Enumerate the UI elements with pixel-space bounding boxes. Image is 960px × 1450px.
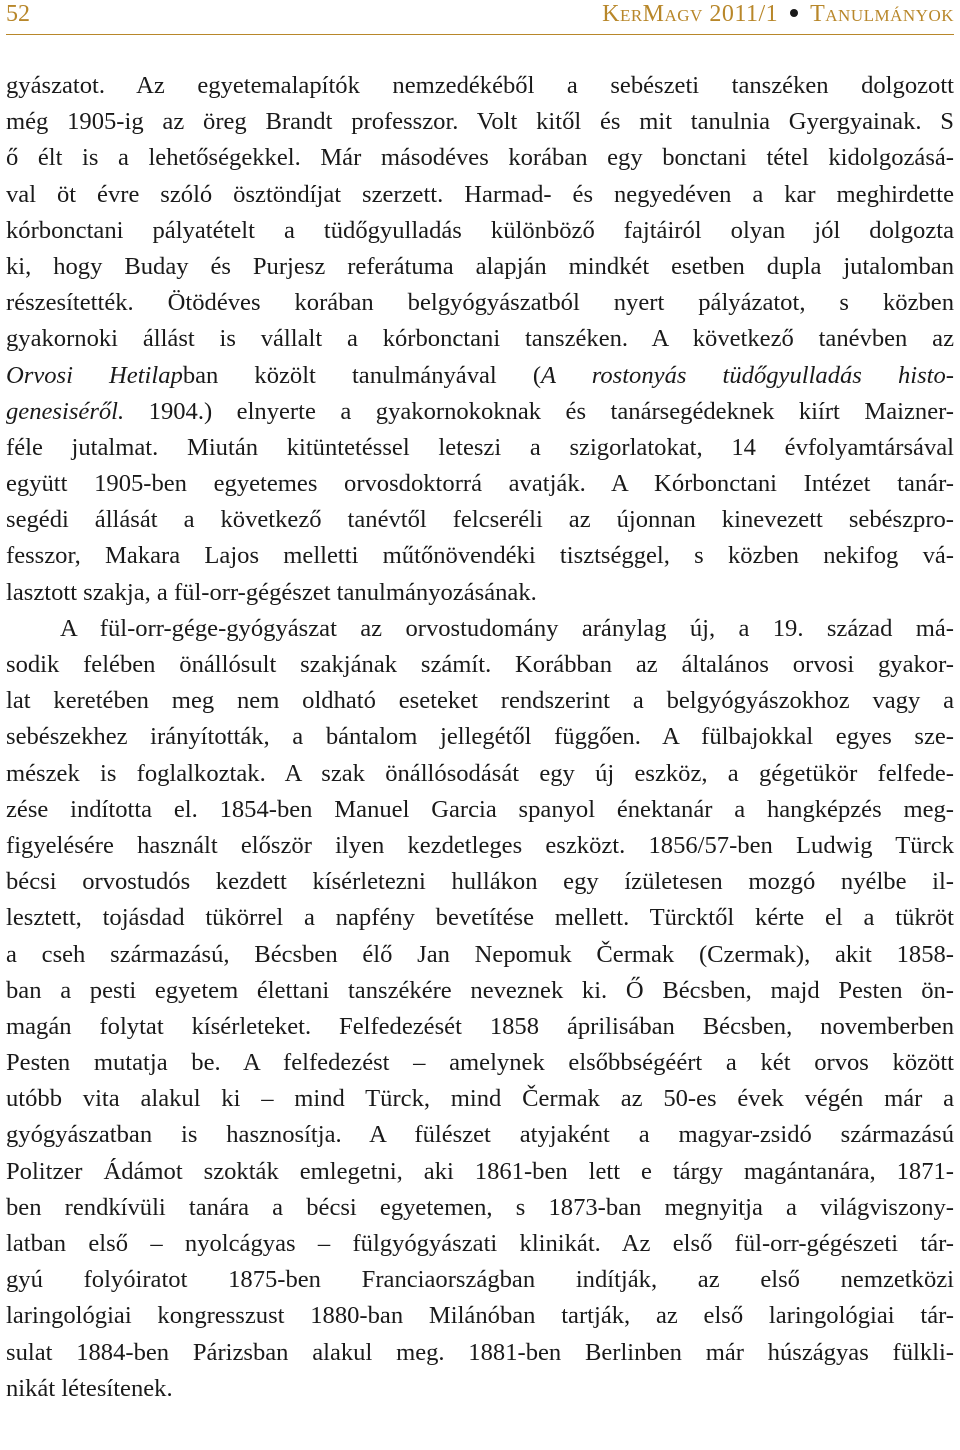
italic-text: genesiséről.	[6, 397, 125, 425]
text-line	[6, 864, 954, 900]
text-line	[6, 394, 954, 430]
text-line	[6, 1045, 954, 1081]
text-run: sodik felében önállósult szakjának számít. Korábban az általános orvosi gyakor-	[6, 651, 954, 678]
text-line	[6, 900, 954, 936]
running-header	[6, 0, 954, 35]
text-line	[6, 792, 954, 828]
text-run: ő élt is a lehetőségekkel. Már másodéves korában egy bonctani tétel kidolgozásá-	[6, 144, 954, 172]
text-run: sebészekhez irányították, a bántalom jellegétől függően. A fülbajokkal egyes sze-	[6, 723, 954, 751]
text-line	[6, 647, 954, 683]
body-text	[6, 68, 954, 1407]
running-head	[602, 0, 954, 28]
text-run: laringológiai kongresszust 1880-ban Milánóban tartják, az első laringológiai tár-	[6, 1302, 954, 1330]
text-line	[6, 140, 954, 176]
text-line	[6, 1298, 954, 1334]
text-run: gyászatot. Az egyetemalapítók nemzedékéből a sebészeti tanszéken dolgozott	[6, 72, 954, 99]
text-run: gyakornoki állást is vállalt a kórbonctani tanszéken. A következő tanévben az	[6, 325, 954, 353]
text-run: fesszor, Makara Lajos melletti műtőnövendéki tisztséggel, s közben nekifog vá-	[6, 542, 954, 570]
italic-text: A rostonyás tüdőgyulladás histo-	[541, 361, 954, 389]
text-run: ben rendkívüli tanára a bécsi egyetemen, s 1873-ban megnyitja a világviszony-	[6, 1193, 954, 1221]
section-name: Tanulmányok	[810, 1, 954, 27]
italic-text: Orvosi Hetilap	[6, 361, 183, 389]
text-run: sulat 1884-ben Párizsban alakul meg. 1881-ben Berlinben már húszágyas fülkli-	[6, 1338, 954, 1366]
text-line	[6, 719, 954, 755]
text-line	[6, 1081, 954, 1117]
text-line	[6, 575, 954, 611]
text-line	[6, 285, 954, 321]
text-line	[6, 1117, 954, 1153]
text-run: lasztott szakja, a fül-orr-gégészet tanulmányozásának.	[6, 578, 537, 606]
text-run: kórbonctani pályatételt a tüdőgyulladás különböző fajtáiról olyan jól dolgozta	[6, 216, 954, 244]
text-line	[6, 1009, 954, 1045]
text-line	[6, 611, 954, 647]
text-run: ki, hogy Buday és Purjesz referátuma alapján mindkét esetben dupla jutalomban	[6, 252, 954, 280]
text-line	[6, 1262, 954, 1298]
text-run: A fül-orr-gége-gyógyászat az orvostudomány aránylag új, a 19. század má-	[60, 614, 954, 642]
text-run: gyú folyóiratot 1875-ben Franciaországban indítják, az első nemzetközi	[6, 1266, 954, 1294]
text-line	[6, 68, 954, 104]
text-run: 1904.) elnyerte a gyakornokoknak és tanársegédeknek kiírt Maizner-	[124, 397, 954, 425]
text-run: lesztett, tojásdad tükörrel a napfény bevetítése mellett. Türcktől kérte el a tükröt	[6, 904, 954, 932]
text-line	[6, 358, 954, 394]
text-line	[6, 1226, 954, 1262]
text-line	[6, 177, 954, 213]
text-run: együtt 1905-ben egyetemes orvosdoktorrá avatják. A Kórbonctani Intézet tanár-	[6, 470, 954, 498]
text-line	[6, 973, 954, 1009]
text-run: bécsi orvostudós kezdett kísérletezni hullákon egy ízületesen mozgó nyélbe il-	[6, 868, 954, 896]
text-line	[6, 828, 954, 864]
journal-name: KerMagv 2011/1	[602, 1, 779, 27]
text-line	[6, 502, 954, 538]
text-line	[6, 1154, 954, 1190]
text-line	[6, 321, 954, 357]
text-run: ban közölt tanulmányával (	[182, 361, 542, 389]
text-line	[6, 430, 954, 466]
text-line	[6, 249, 954, 285]
text-run: lat keretében meg nem oldható eseteket rendszerint a belgyógyászokhoz vagy a	[6, 687, 954, 715]
text-run: figyelésére használt először ilyen kezdetleges eszközt. 1856/57-ben Ludwig Türck	[6, 831, 954, 859]
bullet-separator	[790, 9, 798, 17]
text-run: utóbb vita alakul ki – mind Türck, mind Čermak az 50-es évek végén már a	[6, 1085, 954, 1113]
text-run: nikát létesítenek.	[6, 1374, 173, 1402]
text-run: zése indította el. 1854-ben Manuel Garcia spanyol énektanár a hangképzés meg-	[6, 795, 954, 823]
text-run: val öt évre szóló ösztöndíjat szerzett. Harmad- és negyedéven a kar meghirdette	[6, 180, 954, 208]
text-run: Politzer Ádámot szokták emlegetni, aki 1861-ben lett e tárgy magántanára, 1871-	[6, 1157, 954, 1185]
text-run: mészek is foglalkoztak. A szak önállósodását egy új eszköz, a gégetükör felfede-	[6, 759, 954, 787]
text-run: latban első – nyolcágyas – fülgyógyászati klinikát. Az első fül-orr-gégészeti tár-	[6, 1230, 954, 1257]
text-line	[6, 1190, 954, 1226]
text-run: ban a pesti egyetem élettani tanszékére neveznek ki. Ő Bécsben, majd Pesten ön-	[6, 976, 954, 1004]
text-line	[6, 756, 954, 792]
text-run: részesítették. Ötödéves korában belgyógyászatból nyert pályázatot, s közben	[6, 289, 954, 317]
text-line	[6, 1371, 954, 1407]
text-run: magán folytat kísérleteket. Felfedezését 1858 áprilisában Bécsben, novemberben	[6, 1012, 954, 1040]
text-line	[6, 466, 954, 502]
text-run: segédi állását a következő tanévtől felcseréli az újonnan kinevezett sebészpro-	[6, 506, 954, 534]
text-run: féle jutalmat. Miután kitüntetéssel leteszi a szigorlatokat, 14 évfolyamtársával	[6, 433, 954, 461]
text-line	[6, 213, 954, 249]
text-line	[6, 937, 954, 973]
text-run: még 1905-ig az öreg Brandt professzor. Volt kitől és mit tanulnia Gyergyainak. S	[6, 108, 954, 136]
text-run: gyógyászatban is hasznosítja. A fülészet atyjaként a magyar-zsidó származású	[6, 1121, 954, 1149]
text-run: a cseh származású, Bécsben élő Jan Nepomuk Čermak (Czermak), akit 1858-	[6, 940, 954, 968]
text-line	[6, 538, 954, 574]
text-line	[6, 104, 954, 140]
text-line	[6, 1335, 954, 1371]
page-number: 52	[6, 1, 30, 27]
text-run: Pesten mutatja be. A felfedezést – amelynek elsőbbségéért a két orvos között	[6, 1049, 954, 1077]
text-line	[6, 683, 954, 719]
